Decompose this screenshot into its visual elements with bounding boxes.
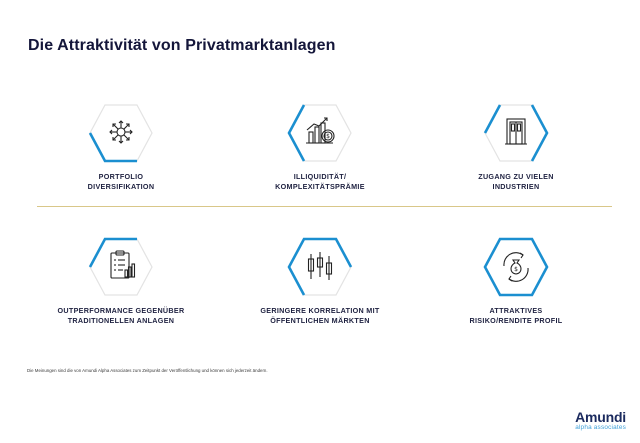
feature-label: ZUGANG ZU VIELEN INDUSTRIEN	[478, 172, 554, 191]
disclaimer-footnote: Die Meinungen sind die von Amundi Alpha Associates zum Zeitpunkt der Veröffentlichung und können sich jederzeit ändern.	[27, 368, 268, 373]
feature-label: ILLIQUIDITÄT/ KOMPLEXITÄTSPRÄMIE	[275, 172, 365, 191]
amundi-logo	[575, 410, 626, 431]
feature-label: ATTRAKTIVES RISIKO/RENDITE PROFIL	[469, 306, 563, 325]
feature-portfolio-diversification	[26, 102, 216, 192]
feature-illiquidity-premium	[225, 102, 415, 192]
candlestick-icon	[287, 236, 353, 298]
page-title: Die Attraktivität von Privatmarktanlagen	[28, 37, 336, 54]
door-icon	[483, 102, 549, 164]
logo-subtitle: alpha associates	[575, 424, 626, 431]
section-divider	[37, 206, 612, 207]
feature-access-industries	[421, 102, 611, 192]
feature-outperformance	[26, 236, 216, 326]
svg-text:$: $	[514, 266, 518, 273]
feature-lower-correlation	[225, 236, 415, 326]
svg-text:$: $	[326, 133, 330, 141]
feature-label: OUTPERFORMANCE GEGENÜBER TRADITIONELLEN ANLAGEN	[57, 306, 185, 325]
feature-risk-return	[421, 236, 611, 326]
feature-label: GERINGERE KORRELATION MIT ÖFFENTLICHEN MÄRKTEN	[260, 306, 380, 325]
network-nodes-icon	[88, 102, 154, 164]
money-bag-cycle-icon	[483, 236, 549, 298]
bar-chart-coin-icon	[287, 102, 353, 164]
feature-label: PORTFOLIO DIVERSIFIKATION	[87, 172, 155, 191]
logo-wordmark: Amundi	[575, 409, 626, 425]
clipboard-chart-icon	[88, 236, 154, 298]
